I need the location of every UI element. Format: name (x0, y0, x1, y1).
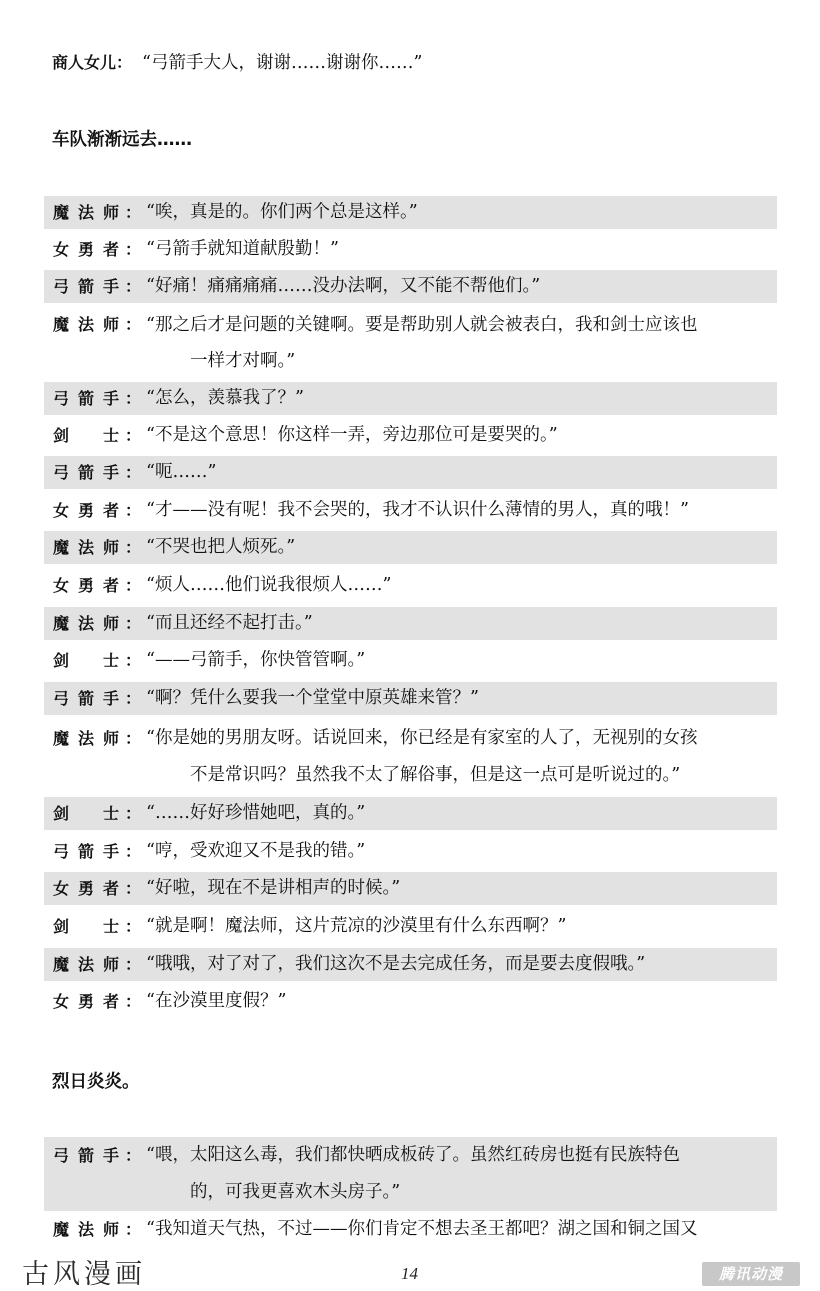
watermark-logo: 腾讯动漫 (702, 1262, 800, 1286)
dialogue-text: “就是啊！魔法师，这片荒凉的沙漠里有什么东西啊？” (146, 916, 567, 936)
dialogue-line: 剑 士 ： “不是这个意思！你这样一弄，旁边那位可是要哭的。” (44, 419, 777, 452)
dialogue-text: “不哭也把人烦死。” (146, 537, 296, 557)
dialogue-text: “才——没有呢！我不会哭的，我才不认识什么薄情的男人，真的哦！” (146, 500, 689, 520)
dialogue-text: “……好好珍惜她吧，真的。” (146, 803, 366, 823)
dialogue-line: 弓 箭 手 ： “怎么，羡慕我了？” (44, 382, 777, 415)
dialogue-text: “——弓箭手，你快管管啊。” (146, 650, 366, 670)
dialogue-text: “喂，太阳这么毒，我们都快晒成板砖了。虽然红砖房也挺有民族特色 (146, 1145, 680, 1165)
dialogue-text: “怎么，羡慕我了？” (146, 388, 304, 408)
dialogue-line: 魔 法 师 ： “不哭也把人烦死。” (44, 531, 777, 564)
dialogue-line: 女 勇 者 ： “烦人……他们说我很烦人……” (44, 569, 777, 602)
dialogue-text-continued: 不是常识吗？虽然我不太了解俗事，但是这一点可是听说过的。” (190, 765, 681, 785)
dialogue-text-continued: 一样才对啊。” (190, 351, 296, 371)
dialogue-line: 魔 法 师 ： “你是她的男朋友呀。话说回来，你已经是有家室的人了，无视别的女孩 不是常识吗？虽然我不太了解俗事，但是这一点可是听说过的。” (44, 720, 777, 794)
dialogue-text: “你是她的男朋友呀。话说回来，你已经是有家室的人了，无视别的女孩 (146, 728, 698, 748)
dialogue-text: “弓箭手就知道献殷勤！” (146, 239, 339, 259)
narration-text: 烈日炎炎。 (52, 1072, 140, 1092)
dialogue-text: “那之后才是问题的关键啊。要是帮助别人就会被表白，我和剑士应该也 (146, 315, 698, 335)
dialogue-text: “在沙漠里度假？” (146, 991, 287, 1011)
dialogue-line: 弓 箭 手 ： “喂，太阳这么毒，我们都快晒成板砖了。虽然红砖房也挺有民族特色 的，可我更喜欢木头房子。” (44, 1137, 777, 1211)
dialogue-line: 女 勇 者 ： “好啦，现在不是讲相声的时候。” (44, 872, 777, 905)
dialogue-line: 魔 法 师 ： “而且还经不起打击。” (44, 607, 777, 640)
dialogue-line: 魔 法 师 ： “唉，真是的。你们两个总是这样。” (44, 196, 777, 229)
dialogue-text: “不是这个意思！你这样一弄，旁边那位可是要哭的。” (146, 425, 558, 445)
dialogue-line: 魔 法 师 ： “那之后才是问题的关键啊。要是帮助别人就会被表白，我和剑士应该也 一样才对啊。” (44, 307, 777, 379)
dialogue-line: 剑 士 ： “就是啊！魔法师，这片荒凉的沙漠里有什么东西啊？” (44, 910, 777, 943)
dialogue-text: “好啦，现在不是讲相声的时候。” (146, 878, 401, 898)
dialogue-text: “弓箭手大人，谢谢……谢谢你……” (142, 53, 423, 73)
dialogue-text: “烦人……他们说我很烦人……” (146, 575, 392, 595)
dialogue-text: “啊？凭什么要我一个堂堂中原英雄来管？” (146, 688, 479, 708)
dialogue-text: “好痛！痛痛痛痛……没办法啊，又不能不帮他们。” (146, 276, 541, 296)
dialogue-line: 剑 士 ： “……好好珍惜她吧，真的。” (44, 797, 777, 830)
dialogue-line: 弓 箭 手 ： “呃……” (44, 456, 777, 489)
dialogue-text: “呃……” (146, 462, 217, 482)
narration-text: 车队渐渐远去…… (52, 130, 192, 150)
dialogue-text: “我知道天气热，不过——你们肯定不想去圣王都吧？湖之国和铜之国又 (146, 1219, 698, 1239)
speaker-label: 商人女儿： (52, 53, 133, 72)
dialogue-line: 弓 箭 手 ： “啊？凭什么要我一个堂堂中原英雄来管？” (44, 682, 777, 715)
dialogue-line: 女 勇 者 ： “在沙漠里度假？” (44, 985, 777, 1018)
dialogue-text: “而且还经不起打击。” (146, 613, 313, 633)
dialogue-line: 女 勇 者 ： “才——没有呢！我不会哭的，我才不认识什么薄情的男人，真的哦！” (44, 494, 777, 527)
dialogue-text: “哼，受欢迎又不是我的错。” (146, 841, 366, 861)
dialogue-text: “哦哦，对了对了，我们这次不是去完成任务，而是要去度假哦。” (146, 954, 646, 974)
dialogue-text: “唉，真是的。你们两个总是这样。” (146, 202, 418, 222)
dialogue-line: 弓 箭 手 ： “哼，受欢迎又不是我的错。” (44, 835, 777, 868)
dialogue-line: 魔 法 师 ： “我知道天气热，不过——你们肯定不想去圣王都吧？湖之国和铜之国又 (44, 1213, 777, 1246)
dialogue-line: 魔 法 师 ： “哦哦，对了对了，我们这次不是去完成任务，而是要去度假哦。” (44, 948, 777, 981)
dialogue-text-continued: 的，可我更喜欢木头房子。” (190, 1182, 401, 1202)
dialogue-line: 弓 箭 手 ： “好痛！痛痛痛痛……没办法啊，又不能不帮他们。” (44, 270, 777, 303)
page-number: 14 (401, 1264, 418, 1283)
dialogue-line: 女 勇 者 ： “弓箭手就知道献殷勤！” (44, 233, 777, 266)
dialogue-line: 剑 士 ： “——弓箭手，你快管管啊。” (44, 644, 777, 677)
site-logo: 古风漫画 (22, 1259, 146, 1290)
dialogue-line (44, 49, 777, 77)
